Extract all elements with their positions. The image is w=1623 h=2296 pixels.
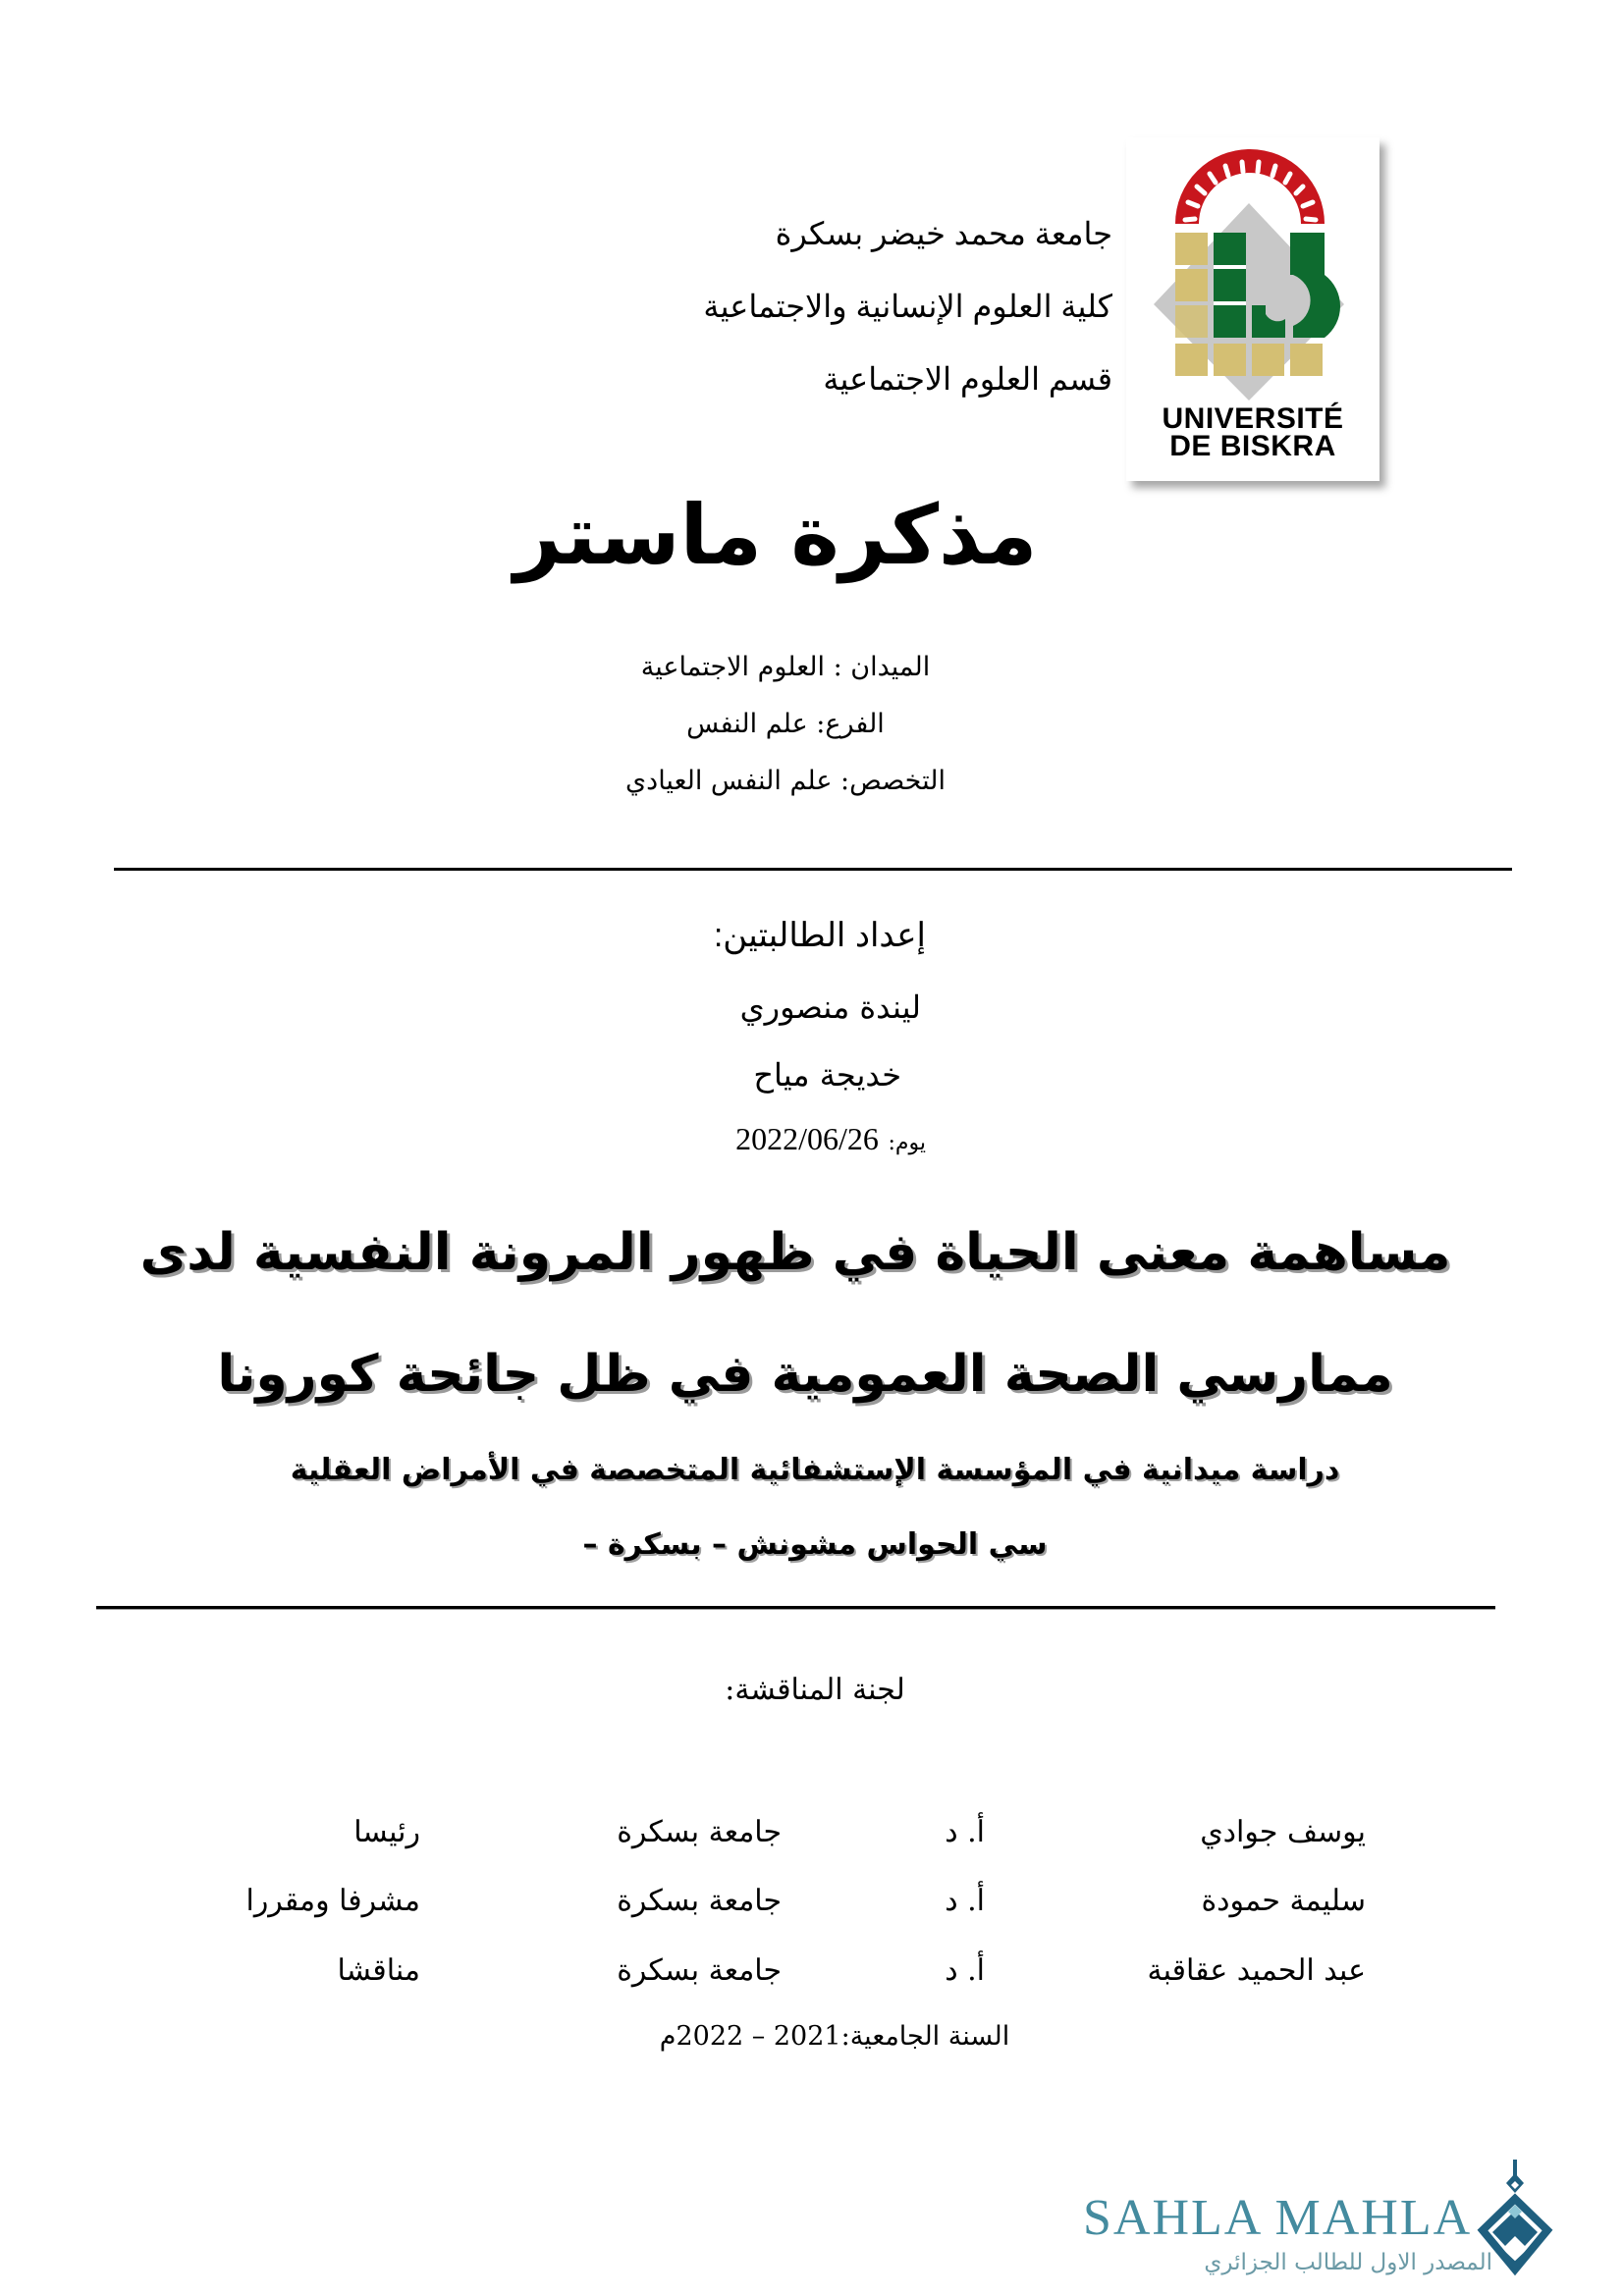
committee-member-row [0, 1877, 1623, 1926]
logo-text-de-biskra: DE BISKRA [1169, 430, 1336, 462]
member-name: سليمة حمودة [1201, 1884, 1366, 1918]
member-rank: أ. د [945, 1884, 985, 1918]
study-subtitle-line-1: دراسة ميدانية في المؤسسة الإستشفائية المتخصصة في الأمراض العقلية [290, 1453, 1340, 1487]
thesis-title-line-1: مساهمة معنى الحياة في ظهور المرونة النفسية لدى [139, 1223, 1451, 1282]
logo-text-universite: UNIVERSITÉ [1162, 402, 1344, 435]
member-rank: أ. د [945, 1815, 985, 1849]
date-value: 2022/06/26 [735, 1121, 879, 1156]
member-role: مناقشا [337, 1953, 420, 1988]
member-role: مشرفا ومقررا [245, 1884, 420, 1918]
member-name: يوسف جوادي [1200, 1815, 1366, 1849]
study-subtitle-line-2: سي الحواس مشونش – بسكرة – [582, 1527, 1048, 1562]
divider-bottom [96, 1606, 1495, 1609]
divider-top [114, 868, 1512, 871]
member-university: جامعة بسكرة [617, 1953, 782, 1988]
member-role: رئيسا [353, 1815, 420, 1849]
field-line: الميدان : العلوم الاجتماعية [640, 652, 931, 682]
faculty-name: كلية العلوم الإنسانية والاجتماعية [703, 289, 1112, 324]
document-type-title: مذكرة ماستر [514, 487, 1038, 583]
academic-year: السنة الجامعية:2021 – 2022م [659, 2021, 1010, 2052]
committee-title: لجنة المناقشة: [725, 1673, 905, 1707]
watermark-tagline: المصدر الاول للطالب الجزائري [1204, 2250, 1492, 2275]
university-logo [1126, 137, 1380, 481]
thesis-title-line-2: ممارسي الصحة العمومية في ظل جائحة كورونا [217, 1345, 1393, 1404]
committee-member-row [0, 1808, 1623, 1857]
member-rank: أ. د [945, 1953, 985, 1988]
committee-member-row [0, 1947, 1623, 1996]
date-label: يوم: [888, 1131, 926, 1155]
defense-date [735, 1119, 926, 1163]
specialty-line: التخصص: علم النفس العيادي [625, 766, 946, 796]
student-name-2: خديجة مياح [753, 1056, 901, 1094]
member-university: جامعة بسكرة [617, 1815, 782, 1849]
watermark-brand: SAHLA MAHLA [1083, 2190, 1473, 2246]
prepared-by-label: إعداد الطالبتين: [713, 917, 926, 954]
department-name: قسم العلوم الاجتماعية [823, 361, 1112, 397]
member-name: عبد الحميد عقاقبة [1147, 1953, 1366, 1988]
sahla-mahla-logo-icon [1471, 2160, 1559, 2281]
student-name-1: ليندة منصوري [739, 988, 921, 1026]
branch-line: الفرع: علم النفس [686, 709, 885, 739]
university-name: جامعة محمد خيضر بسكرة [775, 216, 1112, 251]
member-university: جامعة بسكرة [617, 1884, 782, 1918]
